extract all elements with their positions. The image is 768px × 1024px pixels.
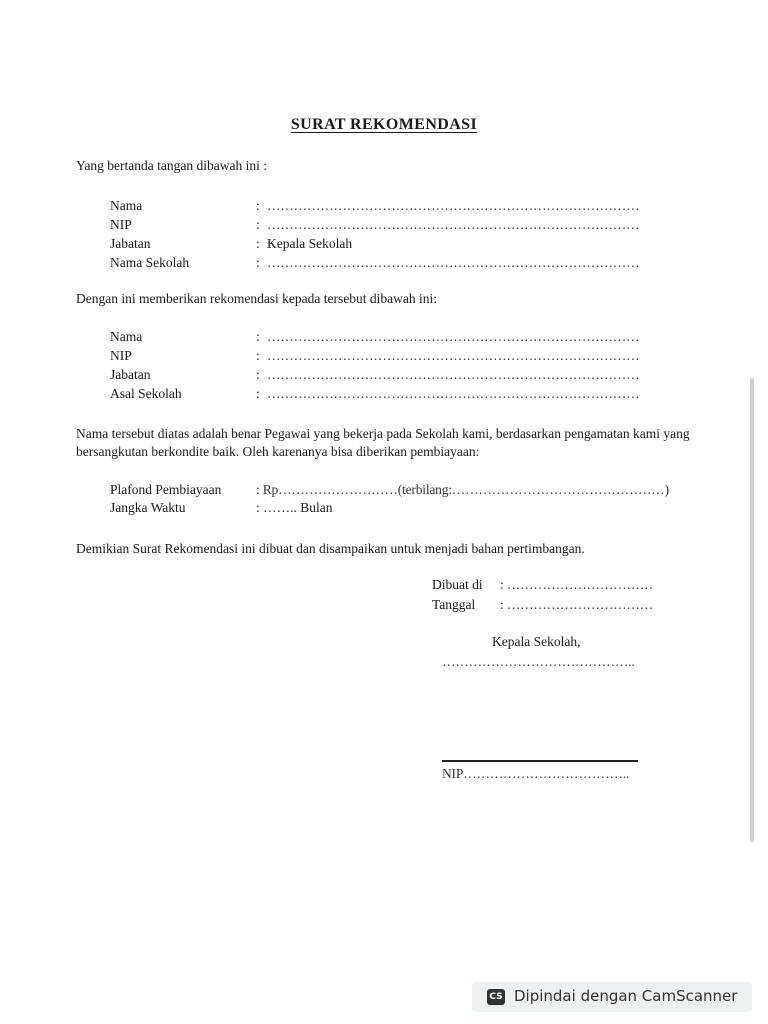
field-value: ………………………………………………………………………… [267, 348, 640, 363]
camscanner-logo-icon: CS [487, 989, 505, 1005]
signer-role: Kepala Sekolah, [492, 634, 581, 649]
field-value: ………………………………………………………………………… [267, 329, 640, 344]
field-label: Nama [110, 329, 143, 344]
field-label: Nama [110, 198, 143, 213]
field-value: ………………………………………………………………………… [267, 217, 640, 232]
plafond-value: : Rp………………………(terbilang:…………………………………………) [256, 482, 669, 497]
recipient-row-asal-sekolah [0, 385, 768, 403]
field-value: ………………………………………………………………………… [267, 386, 640, 401]
signer-row-nama [0, 197, 768, 215]
recipient-row-nip [0, 347, 768, 365]
date-label: Tanggal [432, 597, 476, 612]
field-value: ………………………………………………………………………… [267, 198, 640, 213]
signer-row-nip [0, 216, 768, 234]
field-colon: : [256, 367, 260, 382]
field-label: NIP [110, 217, 132, 232]
field-label: Asal Sekolah [110, 386, 182, 401]
field-colon: : [256, 386, 260, 401]
closing-text: Demikian Surat Rekomendasi ini dibuat dan disampaikan untuk menjadi bahan pertimbangan. [76, 541, 585, 556]
field-colon: : [256, 348, 260, 363]
recipient-row-nama [0, 328, 768, 346]
signer-nip: NIP……………………………….. [442, 766, 630, 781]
camscanner-text: Dipindai dengan CamScanner [514, 987, 738, 1005]
field-label: Nama Sekolah [110, 255, 190, 270]
term-row [0, 499, 768, 517]
plafond-row [0, 481, 768, 499]
term-label: Jangka Waktu [110, 500, 186, 515]
scrollbar[interactable] [750, 378, 754, 842]
plafond-label: Plafond Pembiayaan [110, 482, 222, 497]
field-value: ………………………………………………………………………… [267, 367, 640, 382]
statement-paragraph: Nama tersebut diatas adalah benar Pegawai yang bekerja pada Sekolah kami, berdasarkan pengamatan kami yang bersangkutan berkondite baik. Oleh karenanya bisa diberikan pembiayaan: [76, 426, 690, 459]
field-colon: : [256, 198, 260, 213]
field-colon: : [256, 255, 260, 270]
field-label: NIP [110, 348, 132, 363]
document-title [0, 116, 768, 134]
term-value: : …….. Bulan [256, 500, 333, 515]
field-colon: : [256, 217, 260, 232]
recommend-intro-text: Dengan ini memberikan rekomendasi kepada tersebut dibawah ini: [76, 291, 438, 306]
field-colon: : [256, 236, 260, 251]
signer-row-nama-sekolah [0, 254, 768, 272]
field-value: ………………………………………………………………………… [267, 255, 640, 270]
place-value: : …………………………… [500, 577, 654, 592]
place-label: Dibuat di [432, 577, 483, 592]
camscanner-badge [472, 982, 752, 1012]
field-colon: : [256, 329, 260, 344]
signer-name-line: …………………………………….. [442, 654, 635, 669]
signature-line [442, 760, 638, 762]
field-label: Jabatan [110, 367, 151, 382]
recipient-row-jabatan [0, 366, 768, 384]
title-text: SURAT REKOMENDASI [290, 116, 478, 133]
field-value: Kepala Sekolah [267, 236, 353, 251]
signer-row-jabatan [0, 235, 768, 253]
field-label: Jabatan [110, 236, 151, 251]
date-value: : …………………………… [500, 597, 654, 612]
intro-text: Yang bertanda tangan dibawah ini : [76, 158, 267, 173]
